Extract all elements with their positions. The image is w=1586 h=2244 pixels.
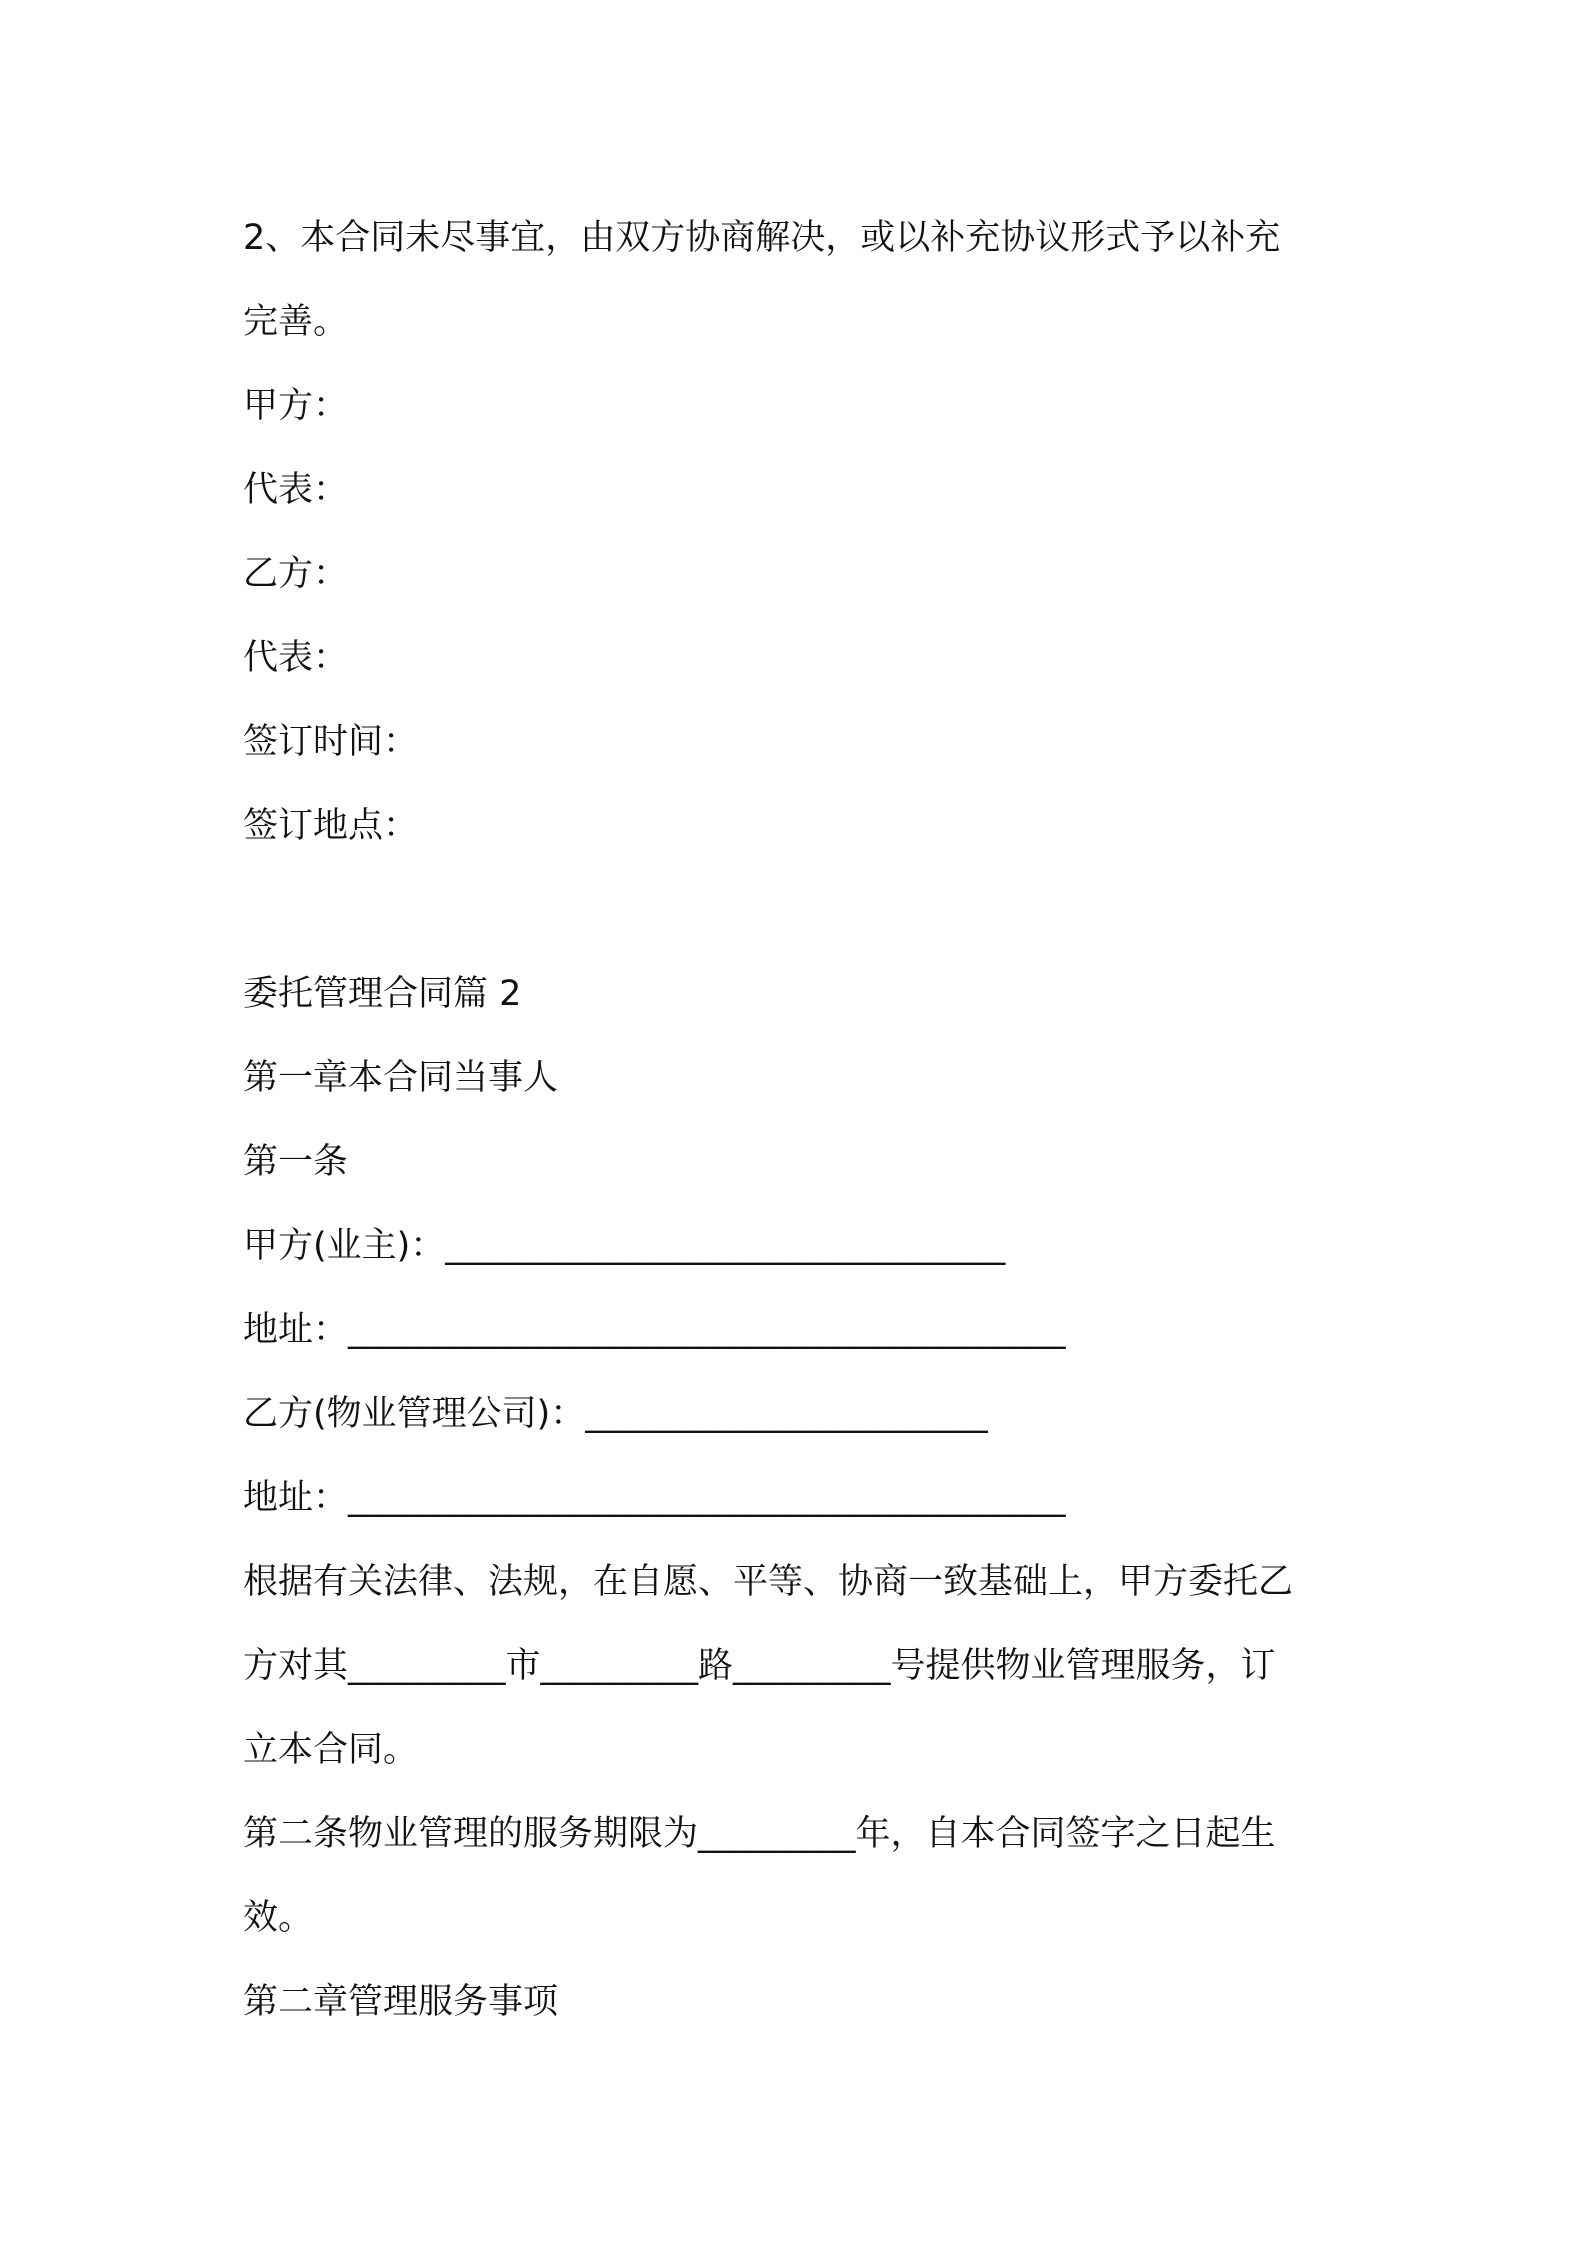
party-a-representative-label: 代表： — [243, 470, 349, 510]
chapter-heading: 第一章本合同当事人 — [243, 1058, 559, 1098]
section-spacer — [243, 868, 1363, 952]
paragraph-line: 方对其_________市_________路_________号提供物业管理服务，订 — [243, 1646, 1276, 1686]
article-heading: 第一条 — [243, 1142, 349, 1182]
party-b-representative-label: 代表： — [243, 638, 349, 678]
chapter-heading: 第二章管理服务事项 — [243, 1982, 559, 2022]
paragraph-line: 根据有关法律、法规，在自愿、平等、协商一致基础上，甲方委托乙 — [243, 1562, 1294, 1602]
party-a-address-field: 地址：_________________________________________ — [243, 1310, 1066, 1350]
party-a-label: 甲方： — [243, 386, 349, 426]
party-b-label: 乙方： — [243, 554, 349, 594]
signing-time-label: 签订时间： — [243, 722, 419, 762]
party-a-owner-field: 甲方(业主)：________________________________ — [243, 1226, 1006, 1266]
party-b-address-field: 地址：_________________________________________ — [243, 1478, 1066, 1518]
paragraph-line: 立本合同。 — [243, 1730, 419, 1770]
paragraph-line: 2、本合同未尽事宜，由双方协商解决，或以补充协议形式予以补充 — [243, 218, 1281, 258]
paragraph-line: 效。 — [243, 1898, 314, 1938]
paragraph-line: 完善。 — [243, 302, 349, 342]
paragraph-line: 第二条物业管理的服务期限为_________年，自本合同签字之日起生 — [243, 1814, 1276, 1854]
section-title: 委托管理合同篇 2 — [243, 974, 522, 1014]
party-b-company-field: 乙方(物业管理公司)：_______________________ — [243, 1394, 988, 1434]
document-body — [243, 196, 1363, 2044]
signing-place-label: 签订地点： — [243, 806, 419, 846]
